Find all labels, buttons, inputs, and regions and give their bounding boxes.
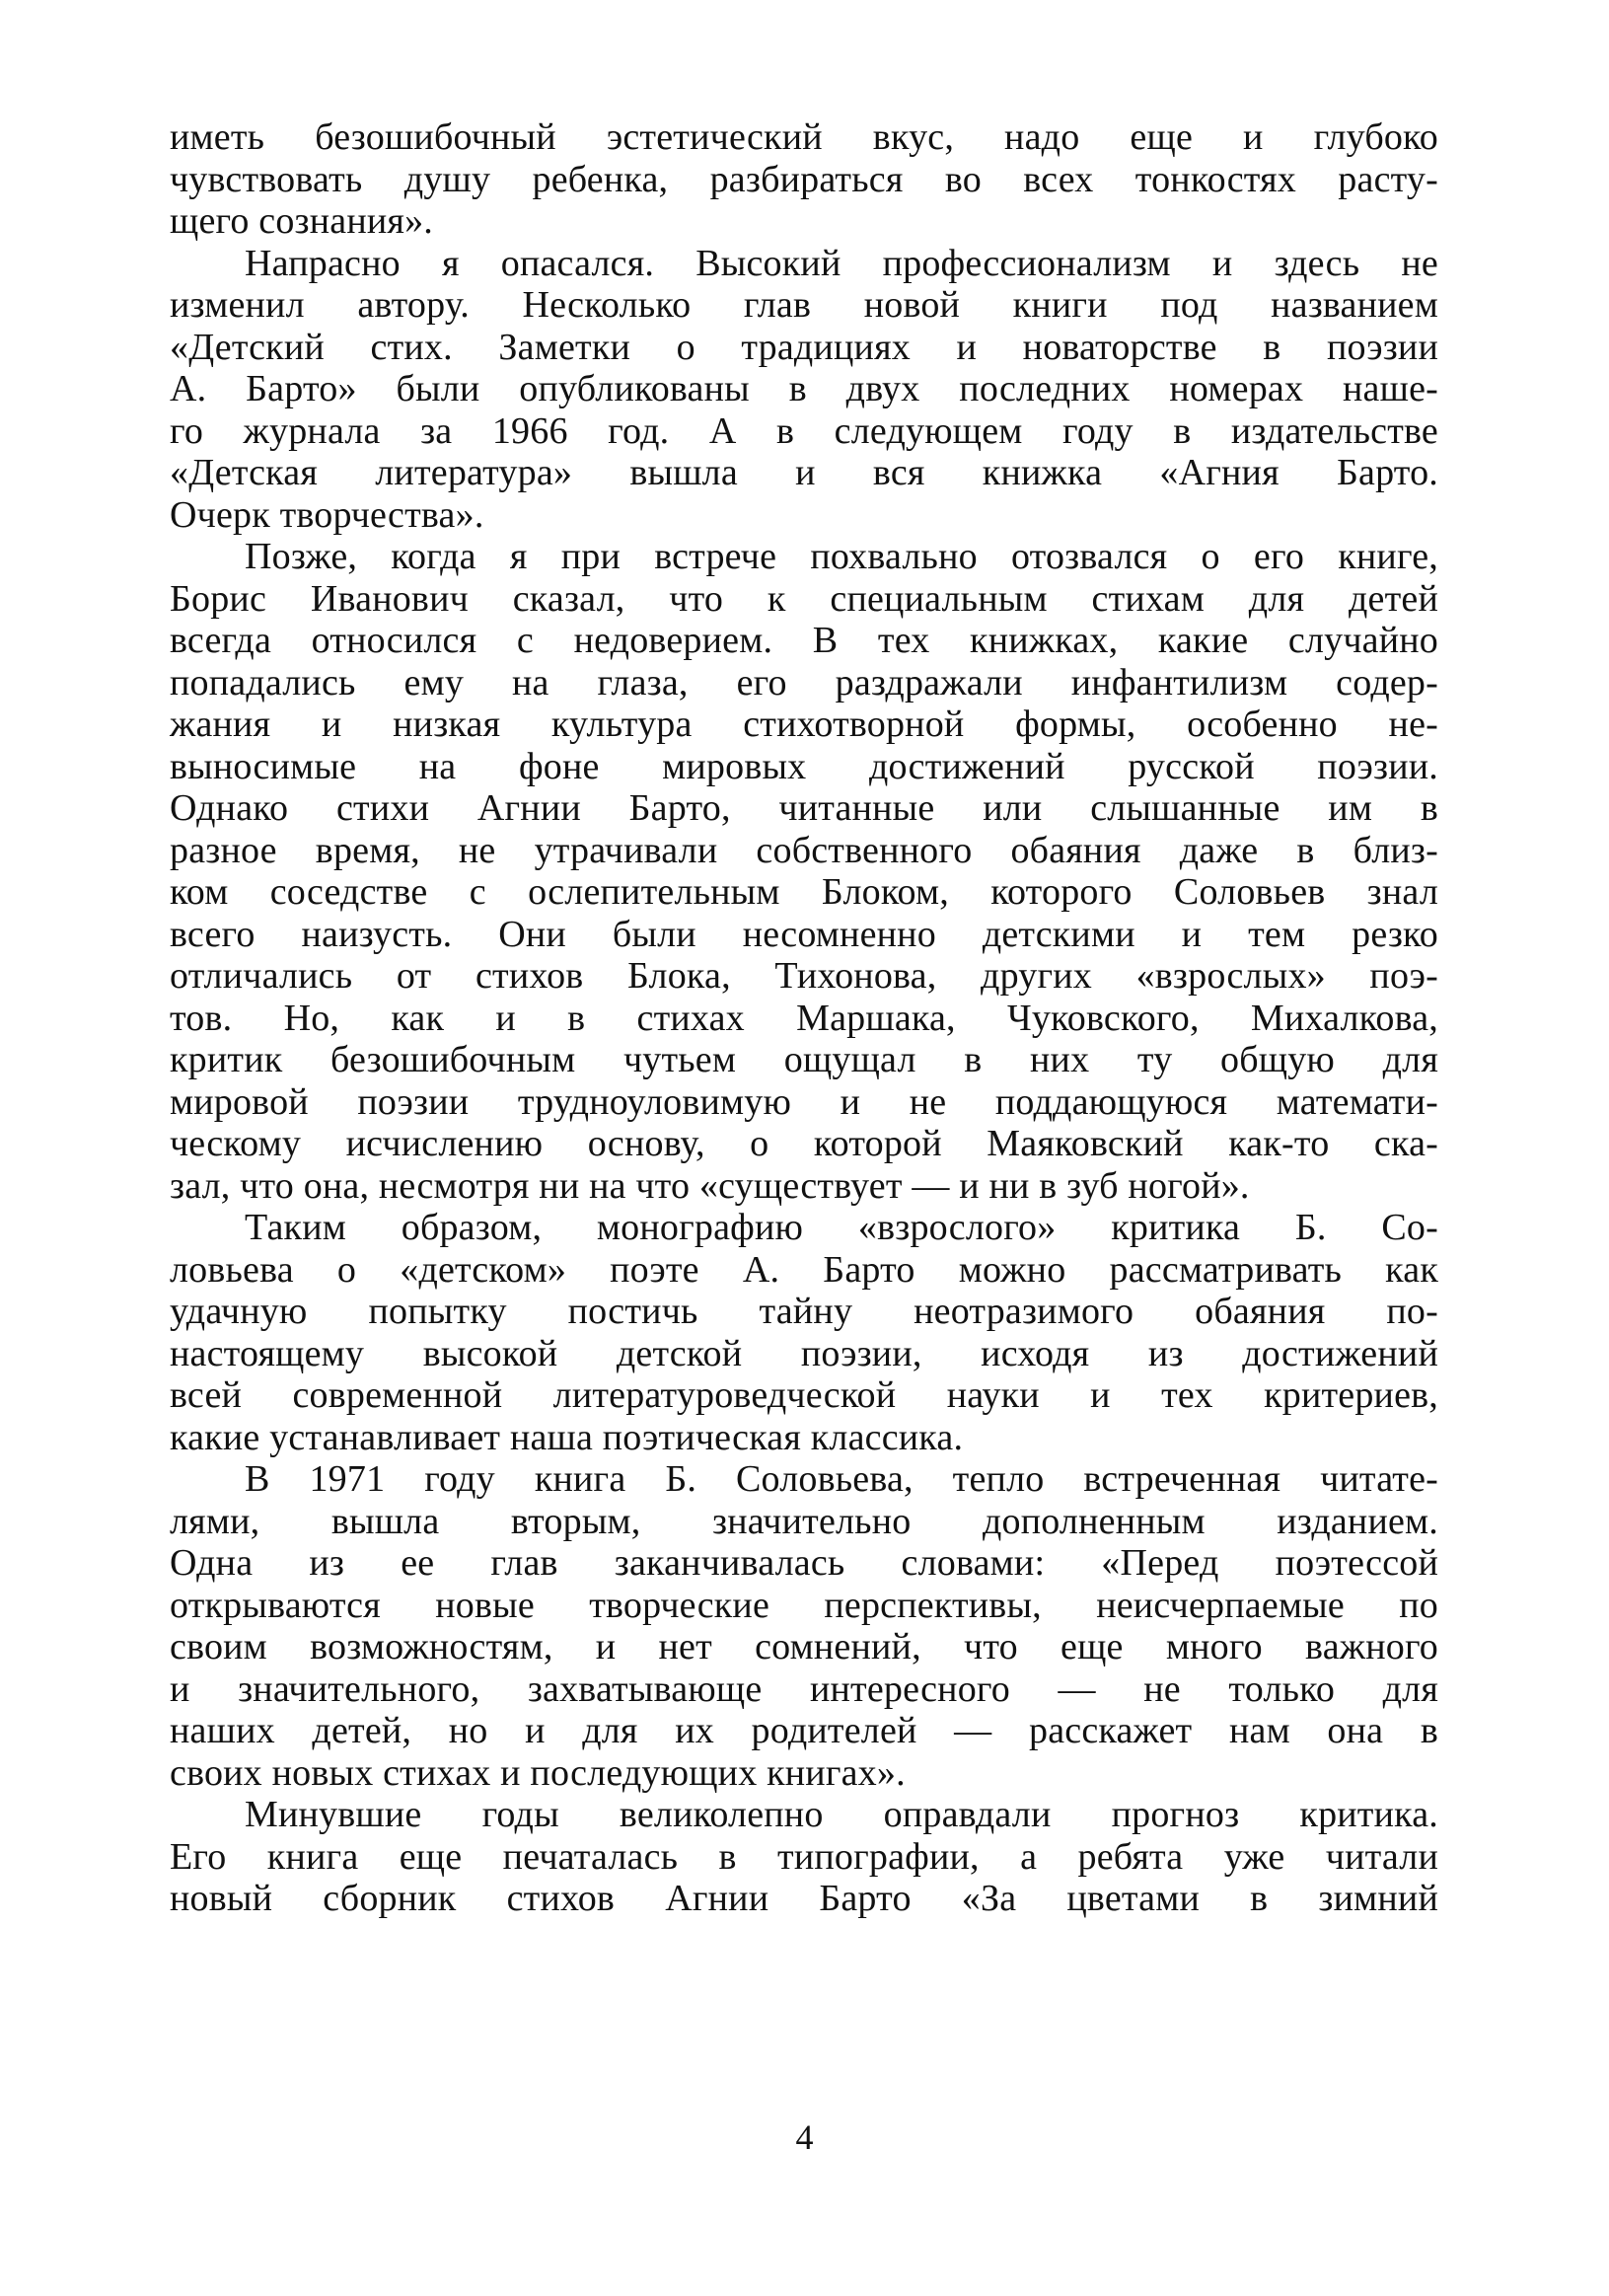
text-line: го журнала за 1966 год. А в следующем году в издательстве [170,409,1438,452]
text-line: иметь безошибочный эстетический вкус, надо еще и глубоко [170,116,1438,158]
text-line: всегда относился с недоверием. В тех книжках, какие случайно [170,620,1438,661]
text-line: настоящему высокой детской поэзии, исходя из достижений [170,1332,1438,1374]
text-line: щего сознания». [170,200,433,242]
text-line: всего наизусть. Они были несомненно детскими и тем резко [170,913,1438,955]
paragraph-1 [170,116,1438,243]
paragraph-3 [170,536,1438,1207]
text-line: изменил автору. Несколько глав новой книги под названием [170,284,1438,326]
text-line: разное время, не утрачивали собственного обаяния даже в близ- [170,829,1438,871]
text-line: попадались ему на глаза, его раздражали инфантилизм содер- [170,661,1438,704]
text-line: ческому исчислению основу, о которой Маяковский как-то ска- [170,1123,1438,1164]
text-line: открываются новые творческие перспективы, неисчерпаемые по [170,1584,1438,1626]
page-number: 4 [795,2117,814,2157]
text-line: ком соседстве с ослепительным Блоком, которого Соловьев знал [170,871,1438,913]
text-line: зал, что она, несмотря ни на что «существует — и ни в зуб ногой». [170,1164,1250,1207]
text-line: своим возможностям, и нет сомнений, что еще много важного [170,1626,1438,1667]
text-line: Минувшие годы великолепно оправдали прогноз критика. [245,1794,1438,1835]
text-line: лями, вышла вторым, значительно дополненным изданием. [170,1500,1438,1542]
text-line: отличались от стихов Блока, Тихонова, других «взрослых» поэ- [170,955,1438,997]
text-line: Его книга еще печаталась в типографии, а ребята уже читали [170,1835,1438,1878]
text-line: новый сборник стихов Агнии Барто «За цветами в зимний [170,1878,1438,1919]
text-line: и значительного, захватывающе интересного — не только для [170,1667,1438,1710]
text-line: своих новых стихах и последующих книгах». [170,1751,906,1794]
text-line: Очерк творчества». [170,493,484,536]
text-line: Борис Иванович сказал, что к специальным стихам для детей [170,577,1438,620]
paragraph-4 [170,1207,1438,1458]
page-text [170,116,1438,1920]
text-line: тов. Но, как и в стихах Маршака, Чуковского, Михалкова, [170,997,1438,1039]
text-line: удачную попытку постичь тайну неотразимого обаяния по- [170,1291,1438,1332]
text-line: Одна из ее глав заканчивалась словами: «Перед поэтессой [170,1542,1438,1584]
text-line: Таким образом, монографию «взрослого» критика Б. Со- [245,1207,1438,1248]
text-line: «Детская литература» вышла и вся книжка «Агния Барто. [170,452,1438,493]
text-line: Позже, когда я при встрече похвально отозвался о его книге, [245,536,1438,577]
text-line: выносимые на фоне мировых достижений русской поэзии. [170,745,1438,787]
text-line: В 1971 году книга Б. Соловьева, тепло встреченная читате- [245,1458,1438,1500]
text-line: жания и низкая культура стихотворной формы, особенно не- [170,704,1438,745]
text-line: мировой поэзии трудноуловимую и не поддающуюся математи- [170,1080,1438,1123]
text-line: критик безошибочным чутьем ощущал в них ту общую для [170,1039,1438,1080]
text-line: чувствовать душу ребенка, разбираться во всех тонкостях расту- [170,158,1438,200]
text-line: какие устанавливает наша поэтическая классика. [170,1416,964,1458]
text-line: «Детский стих. Заметки о традициях и новаторстве в поэзии [170,326,1438,368]
text-line: наших детей, но и для их родителей — расскажет нам она в [170,1710,1438,1751]
text-line: всей современной литературоведческой науки и тех критериев, [170,1374,1438,1416]
paragraph-5 [170,1458,1438,1794]
paragraph-6 [170,1794,1438,1920]
text-line: А. Барто» были опубликованы в двух последних номерах наше- [170,368,1438,409]
text-line: Напрасно я опасался. Высокий профессионализм и здесь не [245,242,1438,284]
text-line: ловьева о «детском» поэте А. Барто можно рассматривать как [170,1248,1438,1291]
text-line: Однако стихи Агнии Барто, читанные или слышанные им в [170,787,1438,829]
paragraph-2 [170,243,1438,537]
